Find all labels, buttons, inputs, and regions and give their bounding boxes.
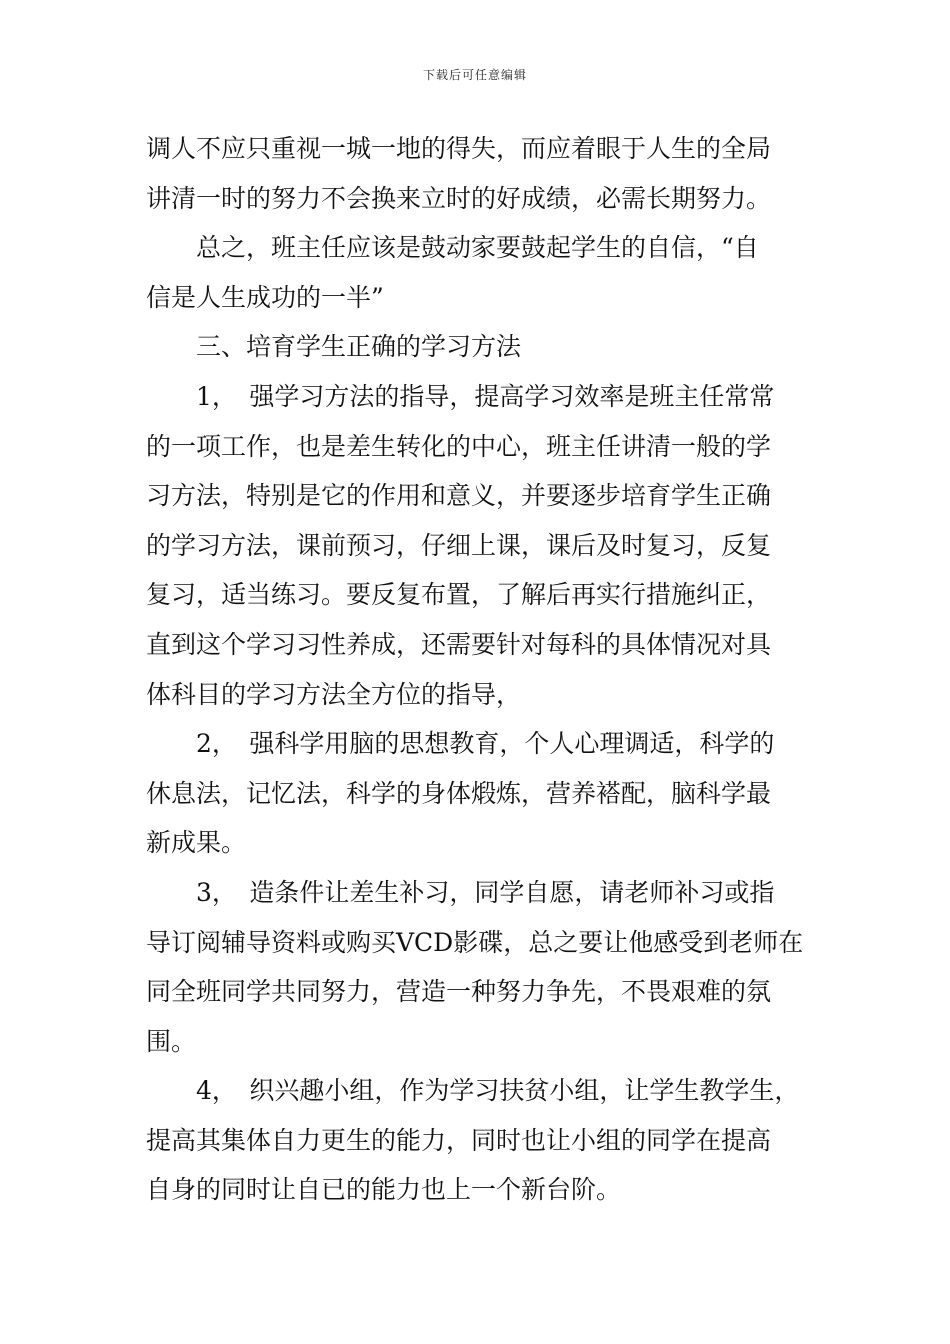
text-line: 调人不应只重视一城一地的得失，而应着眼于人生的全局 xyxy=(146,134,772,163)
text-line: 休息法，记忆法，科学的身体煅炼，营养褡配，脑科学最 xyxy=(146,778,772,808)
document-body xyxy=(146,124,812,1215)
text-line: 4， 织兴趣小组，作为学习扶贫小组，让学生教学生， xyxy=(196,1076,800,1106)
text-line: 讲清一时的努力不会换来立时的好成绩，必需长期努力。 xyxy=(146,183,772,213)
text-line: 的一项工作，也是差生转化的中心，班主任讲清一般的学 xyxy=(146,431,772,461)
text-line: 直到这个学习习性养成，还需要针对每科的具体情况对具 xyxy=(146,629,772,659)
text-line: 导订阅辅导资料或购买VCD影碟，总之要让他感受到老师在 xyxy=(146,927,804,957)
text-line: 3， 造条件让差生补习，同学自愿，请老师补习或指 xyxy=(196,877,775,907)
text-line: 三、培育学生正确的学习方法 xyxy=(196,332,522,362)
text-line: 自身的同时让自已的能力也上一个新台阶。 xyxy=(146,1175,622,1205)
text-line: 新成果。 xyxy=(146,828,247,858)
text-line: 1， 强学习方法的指导，提高学习效率是班主任常常 xyxy=(196,381,775,411)
text-line: 2， 强科学用脑的思想教育，个人心理调适，科学的 xyxy=(196,729,775,759)
text-line: 同全班同学共同努力，营造一种努力争先，不畏艰难的氛 xyxy=(146,977,772,1007)
text-line: 复习，适当练习。要反复布置，了解后再实行措施纠正， xyxy=(146,580,772,610)
text-line: 总之，班主任应该是鼓动家要鼓起学生的自信，“自 xyxy=(196,233,759,263)
text-line: 的学习方法，课前预习，仔细上课，课后及时复习，反复 xyxy=(146,530,772,560)
text-line: 体科目的学习方法全方位的指导， xyxy=(146,679,522,709)
text-line: 围。 xyxy=(146,1026,197,1056)
text-line: 信是人生成功的一半” xyxy=(146,282,384,312)
text-line: 习方法，特别是它的作用和意义，并要逐步培育学生正确 xyxy=(146,481,772,511)
page-header: 下载后可任意编辑 xyxy=(422,68,527,82)
text-line: 提高其集体自力更生的能力，同时也让小组的同学在提高 xyxy=(146,1125,772,1155)
